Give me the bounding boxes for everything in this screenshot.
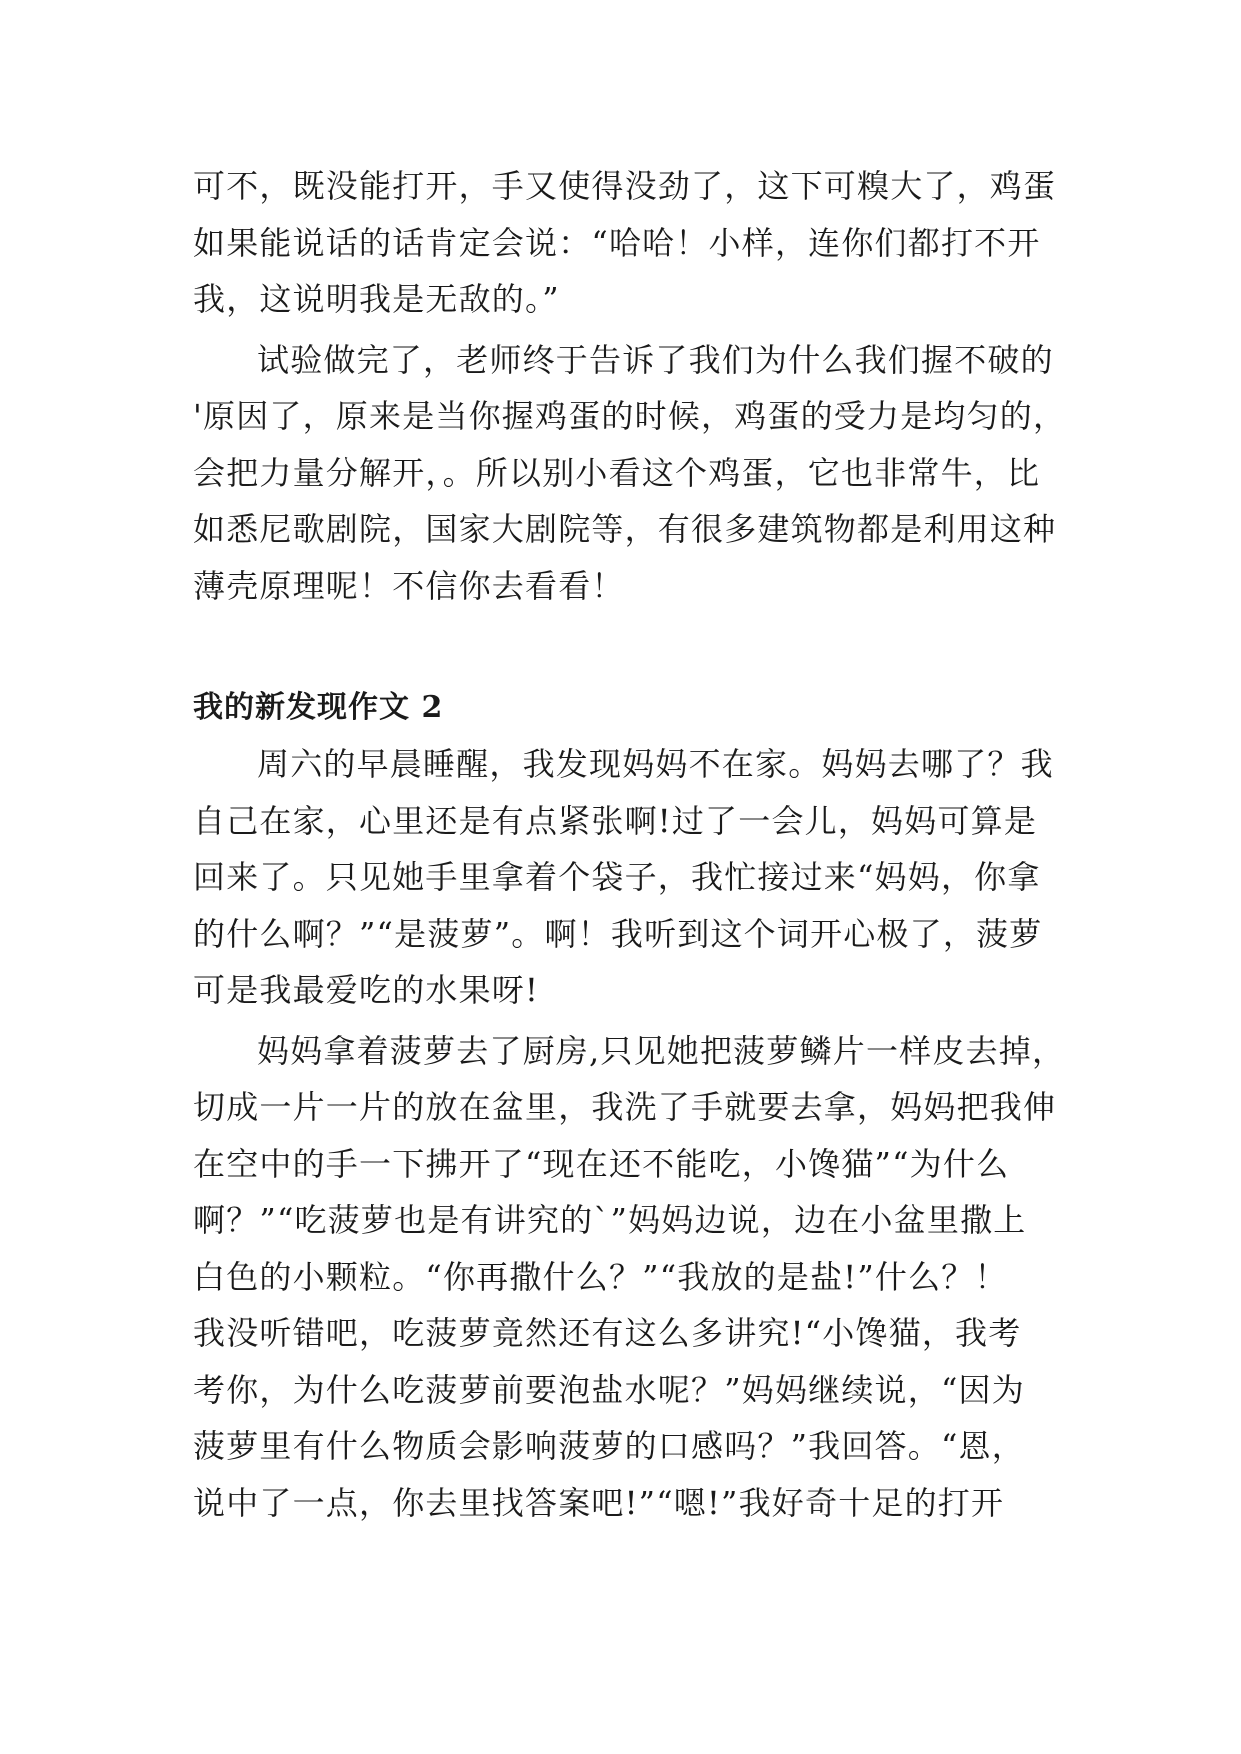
text-line: 自己在家，心里还是有点紧张啊!过了一会儿，妈妈可算是: [193, 801, 1038, 840]
section-2: [193, 680, 1066, 1531]
text-line: 如果能说话的话肯定会说：“哈哈！小样，连你们都打不开: [193, 223, 1041, 262]
paragraph-4: [193, 1023, 1066, 1532]
text-line: 白色的小颗粒。“你再撒什么？”“我放的是盐!”什么？！: [193, 1257, 1008, 1296]
text-line: 啊？”“吃菠萝也是有讲究的`”妈妈边说，边在小盆里撒上: [193, 1201, 1027, 1239]
section-heading: 我的新发现作文 2: [193, 690, 444, 725]
text-line: 可不，既没能打开，手又使得没劲了，这下可糗大了，鸡蛋: [193, 167, 1057, 205]
text-line: 菠萝里有什么物质会影响菠萝的口感吗？”我回答。“恩，: [193, 1427, 1025, 1465]
text-line: 切成一片一片的放在盆里，我洗了手就要去拿，妈妈把我伸: [193, 1088, 1057, 1126]
text-line: 会把力量分解开，。所以别小看这个鸡蛋，它也非常牛，比: [193, 453, 1041, 492]
text-line: 回来了。只见她手里拿着个袋子，我忙接过来“妈妈，你拿: [193, 858, 1041, 896]
text-line: 如悉尼歌剧院，国家大剧院等，有很多建筑物都是利用这种: [193, 510, 1057, 548]
text-line: '原因了，原来是当你握鸡蛋的时候，鸡蛋的受力是均匀的，: [193, 397, 1067, 435]
text-line: 试验做完了，老师终于告诉了我们为什么我们握不破的: [257, 340, 1054, 379]
text-line: 周六的早晨睡醒，我发现妈妈不在家。妈妈去哪了？我: [257, 745, 1054, 783]
text-line: 我没听错吧，吃菠萝竟然还有这么多讲究!“小馋猫，我考: [193, 1314, 1022, 1352]
paragraph-2: [193, 332, 1067, 615]
text-line: 薄壳原理呢！不信你去看看！: [193, 566, 625, 605]
text-line: 我，这说明我是无敌的。”: [193, 280, 560, 318]
text-line: 的什么啊？”“是菠萝”。啊！我听到这个词开心极了，菠萝: [193, 914, 1043, 953]
text-line: 在空中的手一下拂开了“现在还不能吃，小馋猫”“为什么: [193, 1144, 1010, 1183]
section-1: [193, 158, 1067, 614]
text-line: 妈妈拿着菠萝去了厨房,只见她把菠萝鳞片一样皮去掉，: [257, 1031, 1066, 1070]
text-line: 说中了一点，你去里找答案吧!”“嗯!”我好奇十足的打开: [193, 1483, 1005, 1522]
paragraph-1: [193, 158, 1057, 328]
text-line: 考你，为什么吃菠萝前要泡盐水呢？”妈妈继续说，“因为: [193, 1370, 1025, 1409]
text-line: 可是我最爱吃的水果呀!: [193, 971, 540, 1009]
document-page: [193, 158, 1067, 1531]
paragraph-3: [193, 736, 1054, 1019]
